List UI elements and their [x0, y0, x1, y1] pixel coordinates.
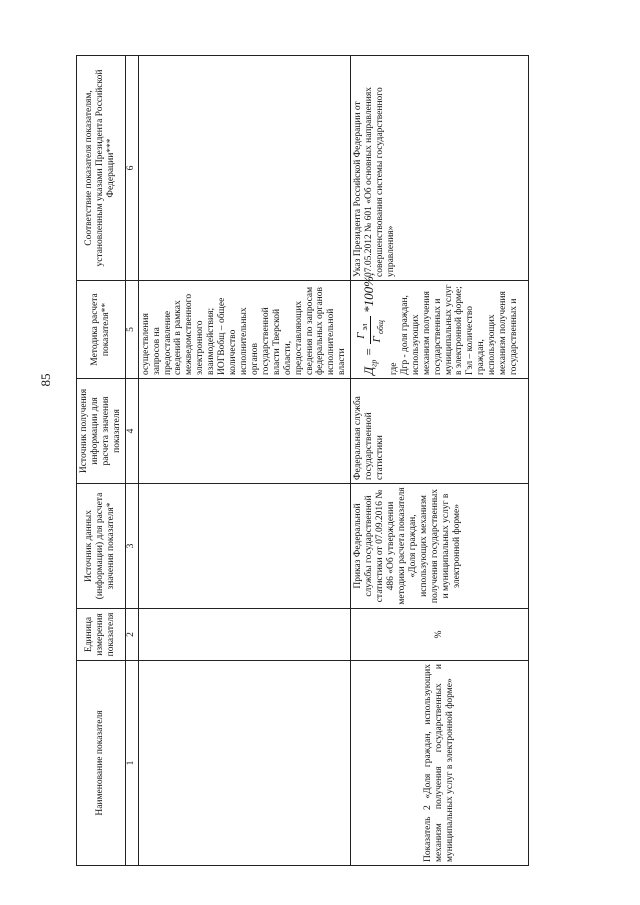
- table-header-row: [77, 56, 126, 866]
- indicator-unit: %: [351, 609, 529, 661]
- empty-cell: [138, 484, 351, 609]
- methodology-formula: $Д_{гр}$ = $Г_{эл}$ $Г_{общ}$ *100%,: [355, 272, 385, 375]
- methodology-continued: осуществления запросов на предоставление сведений в рамках межведомственного электронного взаимодействия; ИОГВобщ – общее количество исполнительных органов государственной власти Тверской области, предоставляющих сведения по запросам федеральных органов исполнительной власти: [138, 281, 351, 379]
- table-row-continued: [138, 56, 351, 866]
- empty-cell: [138, 379, 351, 484]
- column-number: 2: [125, 609, 138, 661]
- header-info-source: Источник получения информации для расчета значения показателя: [77, 379, 126, 484]
- header-data-source: Источник данных (информации) для расчета значения показателя*: [77, 484, 126, 609]
- indicator-data-source: Приказ Федеральной службы государственной статистики от 07.09.2016 № 486 «Об утверждении методики расчета показателя «Доля граждан, использующих механизм получения государственных и муниципальных услуг в электронной форме»: [351, 484, 529, 609]
- methodology-text: Дгр - доля граждан, использующих механизм получения государственных и муниципальных услуг в электронной форме; Гэл – количество граждан, использующих механизм получения государственных и: [399, 284, 520, 375]
- table-row-indicator-2: [351, 56, 529, 866]
- header-indicator-name: Наименование показателя: [77, 661, 126, 866]
- methodology-where: где: [388, 362, 399, 375]
- indicator-methodology: [351, 272, 529, 379]
- column-number: 1: [125, 661, 138, 866]
- formula-fraction: $Г_{эл}$ $Г_{общ}$: [355, 316, 385, 344]
- empty-cell: [138, 56, 351, 281]
- column-number: 4: [125, 379, 138, 484]
- header-methodology: Методика расчета показателя**: [77, 281, 126, 379]
- page-number: 85: [38, 373, 53, 387]
- empty-cell: [138, 661, 351, 866]
- header-compliance: Соответствие показателя показателям, установленным указами Президента Российской Федерации***: [77, 56, 126, 281]
- column-number: 3: [125, 484, 138, 609]
- indicator-info-source: Федеральная служба государственной статистики: [351, 379, 529, 484]
- header-unit: Единица измерения показателя: [77, 609, 126, 661]
- indicator-name: Показатель 2 «Доля граждан, использующих механизм получения государственных и муниципальных услуг в электронной форме»: [351, 661, 529, 866]
- indicator-compliance: Указ Президента Российской Федерации от 07.05.2012 № 601 «Об основных направлениях совершенствования системы государственного управления»: [351, 56, 529, 281]
- column-number: 6: [125, 56, 138, 281]
- indicators-table: [76, 55, 529, 866]
- column-number-row: [125, 56, 138, 866]
- rotated-table-container: [76, 56, 576, 866]
- empty-cell: [138, 609, 351, 661]
- column-number: 5: [125, 281, 138, 379]
